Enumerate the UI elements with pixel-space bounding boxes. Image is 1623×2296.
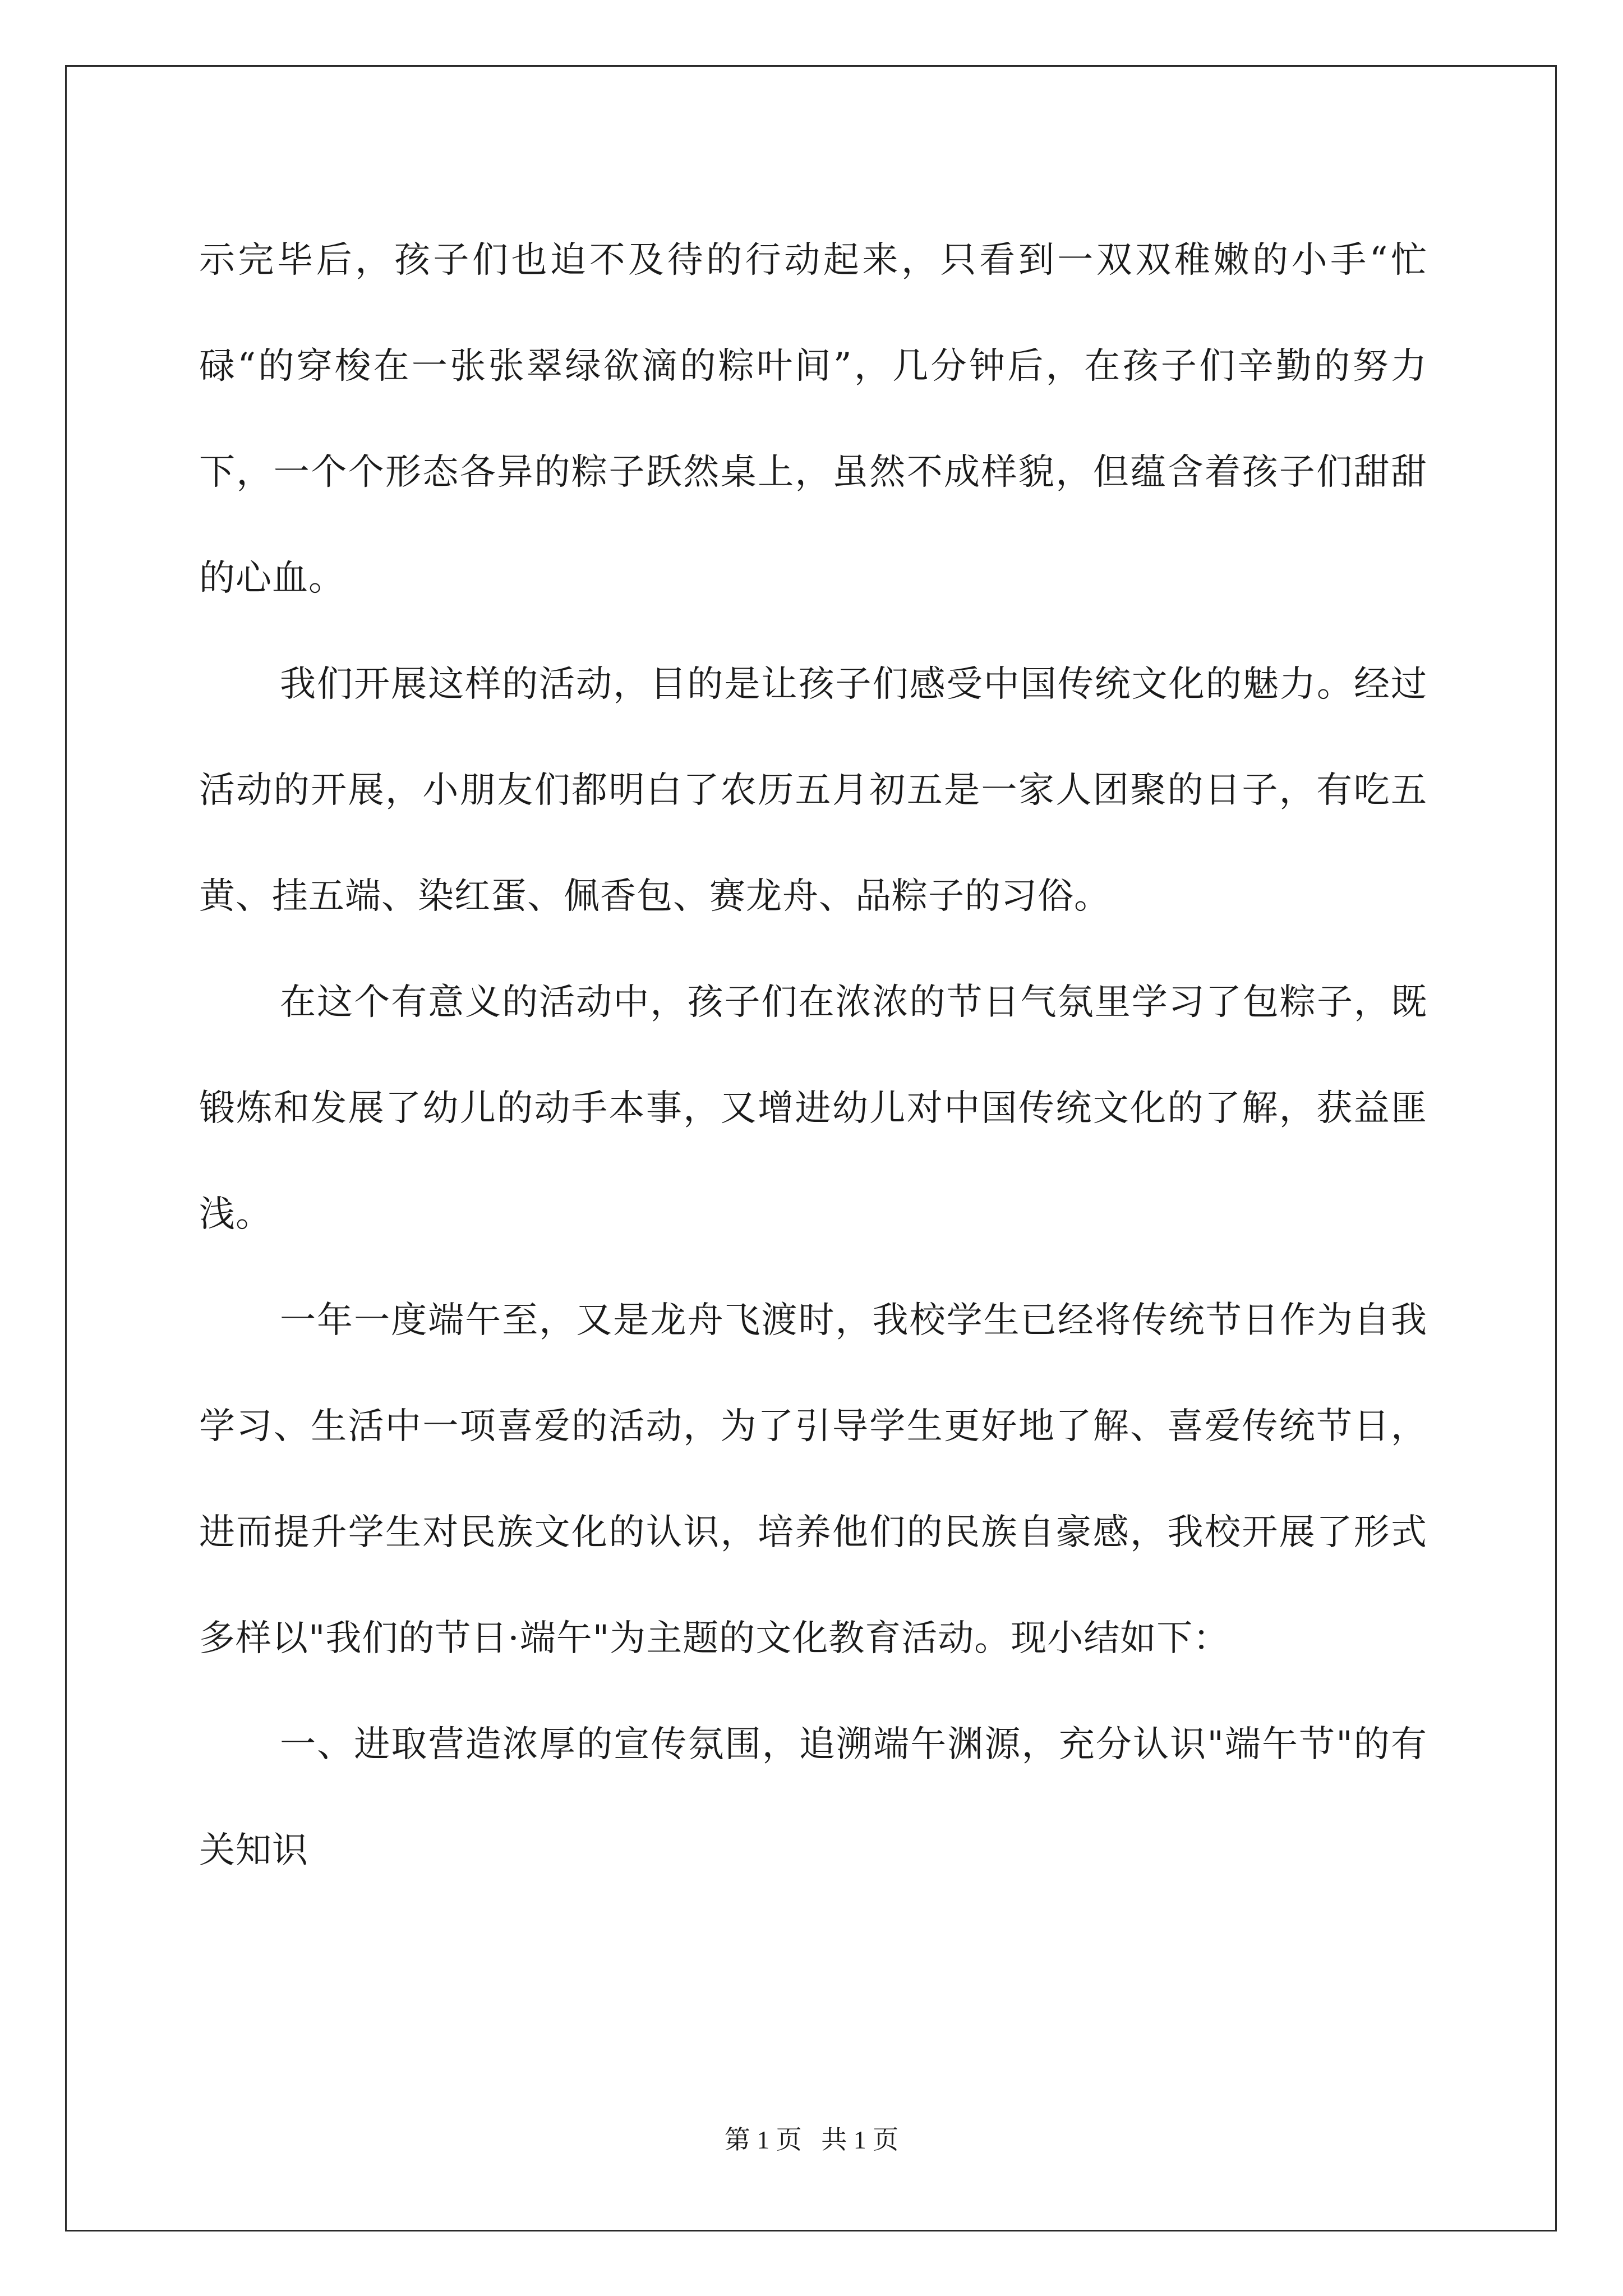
text-line: 含着孩子们甜甜的心血。 [199, 452, 1427, 599]
text-line: 勤的努力下，一个个形态各异的粽子跃然桌上，虽然不成样貌，但蕴 [199, 346, 1428, 493]
text-line: 爱传统节日，进而提升学生对民族文化的认识，培养他们的民族自豪 [199, 1406, 1427, 1553]
text-line: 子，既锻炼和发展了幼儿的动手本事，又增进幼儿对中国传统文化的 [199, 982, 1428, 1129]
paragraph [199, 1692, 1427, 1904]
text-line: 我们开展这样的活动，目的是让孩子们感受中国传统文化的魅力。 [280, 664, 1354, 705]
paragraph [199, 950, 1427, 1268]
text-line: 示完毕后，孩子们也迫不及待的行动起来，只看到一双双稚嫩的小手 [199, 240, 1370, 281]
text-line: 一年一度端午至，又是龙舟飞渡时，我校学生已经将传统节日作 [280, 1300, 1317, 1341]
text-line: 经过活动的开展，小朋友们都明白了农历五月初五是一家人团聚的日 [199, 664, 1428, 811]
text-line: "的有关知识 [199, 1724, 1428, 1871]
text-line: 子，有吃五黄、挂五端、染红蛋、佩香包、赛龙舟、品粽子的习俗。 [199, 770, 1427, 917]
text-line: 为自我学习、生活中一项喜爱的活动，为了引导学生更好地了解、喜 [199, 1300, 1428, 1447]
paragraph [199, 632, 1427, 950]
text-line: 在这个有意义的活动中，孩子们在浓浓的节日气氛里学习了包粽 [280, 982, 1317, 1023]
document-body [199, 208, 1427, 1904]
paragraph [199, 1268, 1427, 1692]
text-line: 动。现小结如下： [938, 1618, 1230, 1659]
paragraph [199, 208, 1427, 632]
text-line: 感，我校开展了形式多样以"我们的节日·端午"为主题的文化教育活 [199, 1512, 1427, 1659]
text-line: 了解，获益匪浅。 [199, 1088, 1427, 1235]
text-line: 一、进取营造浓厚的宣传氛围，追溯端午渊源，充分认识"端午节 [280, 1724, 1336, 1765]
text-line: “忙碌“的穿梭在一张张翠绿欲滴的粽叶间”，几分钟后，在孩子们辛 [199, 240, 1428, 387]
page-number-footer: 第 1 页 共 1 页 [724, 2125, 899, 2154]
